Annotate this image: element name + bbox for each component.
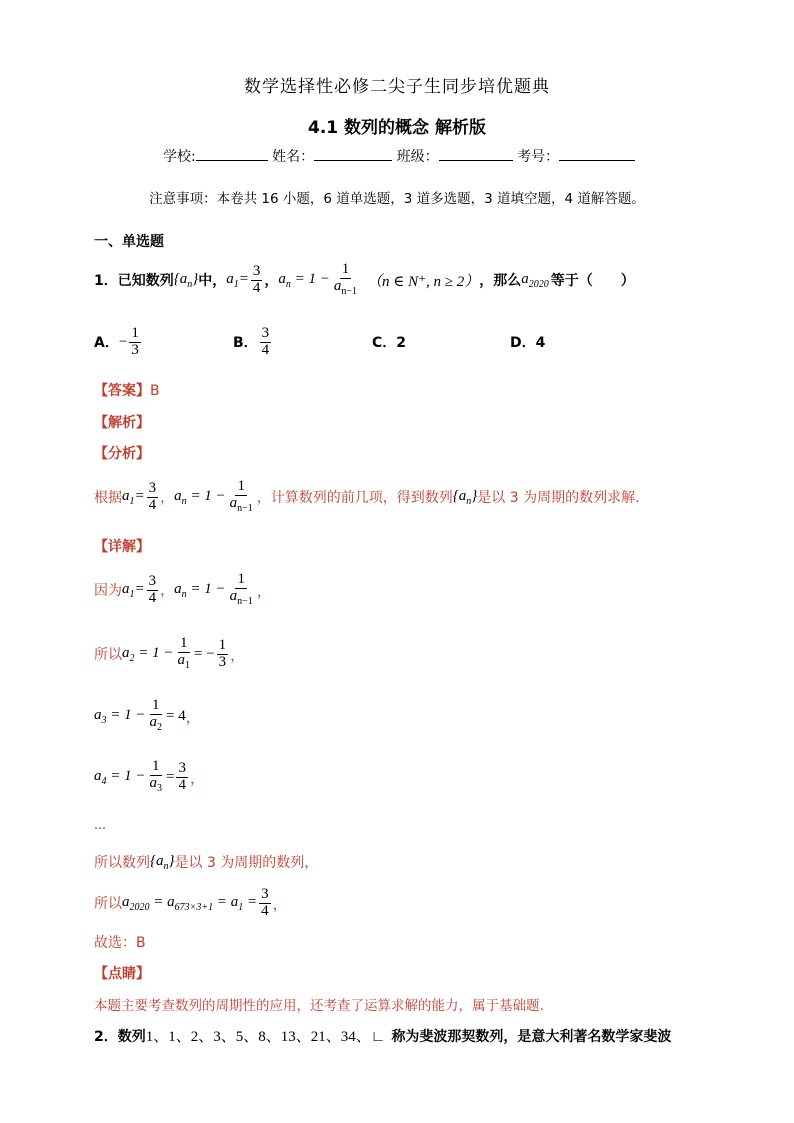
detail-tag: 【详解】 bbox=[94, 539, 150, 555]
a2-end: ， bbox=[230, 647, 246, 664]
option-a-frac: $\frac{1}{3}$ bbox=[131, 324, 139, 358]
period-line bbox=[94, 850, 318, 874]
a3-rhs: = 4 bbox=[166, 707, 186, 724]
option-a[interactable] bbox=[94, 322, 143, 362]
a3-line bbox=[94, 694, 201, 738]
option-a-sign: − bbox=[118, 333, 128, 350]
a4-line bbox=[94, 755, 205, 799]
because-an: $a_n = 1$ − bbox=[174, 580, 226, 600]
a4-eq: = bbox=[166, 768, 175, 785]
a2020: $a_{2020}$ bbox=[521, 270, 549, 290]
because-frac-1-an1: $\frac{1}{a_{n-1}}$ bbox=[229, 571, 253, 608]
answer-line bbox=[94, 380, 160, 400]
fenxi-a1: $a_1=$ bbox=[122, 487, 145, 507]
student-info-line bbox=[163, 146, 635, 166]
series-title: 数学选择性必修二尖子生同步培优题典 bbox=[244, 77, 550, 97]
a3-lhs: $a_3 = 1$ − bbox=[94, 706, 146, 726]
number-blank[interactable] bbox=[559, 160, 635, 161]
a2-line bbox=[94, 632, 245, 676]
q2-stem bbox=[94, 1025, 671, 1046]
option-b-frac: $\frac{3}{4}$ bbox=[261, 324, 270, 358]
fenxi-frac-3-4: $\frac{3}{4}$ bbox=[148, 479, 157, 513]
option-d-letter: D． bbox=[510, 335, 536, 351]
q2-suffix: 称为斐波那契数列，是意大利著名数学家斐波 bbox=[391, 1028, 672, 1045]
option-b[interactable] bbox=[233, 322, 273, 362]
q1-stem bbox=[94, 258, 635, 302]
frac-3-4: $\frac{3}{4}$ bbox=[252, 262, 261, 296]
fenxi-post1: ，计算数列的前几项，得到数列 bbox=[256, 490, 453, 506]
period-seq: $\{a_n\}$ bbox=[150, 852, 175, 872]
fenxi-pre: 根据 bbox=[94, 490, 122, 506]
q1-suffix: 等于（ ） bbox=[550, 273, 635, 289]
fenxi-post2: 是以 3 为周期的数列求解. bbox=[477, 490, 640, 506]
seq-an: $\{a_n\}$ bbox=[173, 270, 199, 290]
a2020-end: ， bbox=[272, 896, 288, 913]
a2020-frac-3-4: $\frac{3}{4}$ bbox=[261, 885, 269, 919]
option-c-value: 2 bbox=[396, 335, 407, 351]
option-d[interactable] bbox=[510, 332, 545, 352]
a3-end: ， bbox=[185, 709, 201, 726]
because-comma: ， bbox=[160, 583, 175, 599]
a2020-lhs: $a_{2020} = a_{673\times 3+1} = a_1$ = bbox=[122, 893, 258, 913]
school-label: 学校: bbox=[163, 149, 196, 165]
notice: 注意事项：本卷共 16 小题，6 道单选题，3 道多选题，3 道填空题，4 道解答题。 bbox=[149, 191, 645, 207]
a4-frac-3-4: $\frac{3}{4}$ bbox=[178, 759, 186, 793]
ellipsis: … bbox=[94, 818, 106, 832]
doc-title: 4.1 数列的概念 解析版 bbox=[308, 118, 486, 138]
a2-frac-1-a1: $\frac{1}{a_1}$ bbox=[177, 635, 190, 672]
option-c[interactable] bbox=[372, 332, 406, 352]
number-label: 考号： bbox=[517, 149, 560, 165]
comment-tag: 【点睛】 bbox=[94, 966, 150, 982]
q1-prefix: 1．已知数列 bbox=[94, 273, 174, 289]
q1-cond: （n ∈ N⁺, n ≥ 2） bbox=[367, 273, 480, 290]
fenxi-seq: $\{a_n\}$ bbox=[452, 487, 478, 507]
frac-1-an1: $\frac{1}{a_{n-1}}$ bbox=[333, 261, 358, 298]
q2-prefix: 2．数列 bbox=[94, 1028, 146, 1045]
class-label: 班级： bbox=[396, 149, 439, 165]
so-word: 所以 bbox=[94, 647, 122, 663]
fenxi-tag: 【分析】 bbox=[94, 446, 150, 462]
because-word: 因为 bbox=[94, 583, 122, 599]
q2-seq: 1、1、2、3、5、8、13、21、34、∟ bbox=[145, 1029, 386, 1045]
fenxi-frac-1-an1: $\frac{1}{a_{n-1}}$ bbox=[229, 478, 253, 515]
a4-lhs: $a_4 = 1$ − bbox=[94, 767, 146, 787]
section1-title: 一、单选题 bbox=[94, 234, 164, 250]
a3-frac-1-a2: $\frac{1}{a_2}$ bbox=[149, 697, 162, 734]
because-a1: $a_1=$ bbox=[122, 580, 145, 600]
option-b-letter: B． bbox=[233, 335, 258, 351]
comment-text: 本题主要考查数列的周期性的应用，还考查了运算求解的能力，属于基础题. bbox=[94, 998, 544, 1014]
q1-mid1: 中， bbox=[198, 273, 227, 289]
q1-mid3: ，那么 bbox=[479, 273, 522, 289]
option-c-letter: C． bbox=[372, 335, 397, 351]
a2-eq: = − bbox=[194, 645, 215, 662]
because-line bbox=[94, 568, 272, 612]
a4-end: ， bbox=[189, 770, 205, 787]
fenxi-mid: ， bbox=[160, 490, 175, 506]
answer-tag: 【答案】 bbox=[94, 383, 150, 399]
fenxi-line bbox=[94, 475, 640, 519]
a1-eq: $a_1=$ bbox=[226, 270, 249, 290]
a2-frac-1-3: $\frac{1}{3}$ bbox=[218, 636, 227, 670]
a2-lhs: $a_2 = 1$ − bbox=[122, 644, 174, 664]
class-blank[interactable] bbox=[439, 160, 513, 161]
school-blank[interactable] bbox=[196, 160, 268, 161]
answer-value: B bbox=[150, 383, 160, 399]
name-label: 姓名： bbox=[272, 149, 315, 165]
option-d-value: 4 bbox=[535, 335, 546, 351]
period-post: 是以 3 为周期的数列， bbox=[174, 855, 319, 871]
period-pre: 所以数列 bbox=[94, 855, 150, 871]
fenxi-an: $a_n = 1$ − bbox=[174, 487, 226, 507]
q1-mid2: ， bbox=[264, 273, 279, 289]
a4-frac-1-a3: $\frac{1}{a_3}$ bbox=[149, 758, 162, 795]
a2020-line bbox=[94, 881, 288, 925]
because-end: ， bbox=[256, 583, 272, 600]
an-eq: $a_n = 1$ − bbox=[278, 270, 330, 290]
option-a-letter: A． bbox=[94, 335, 119, 351]
so-word-2: 所以 bbox=[94, 896, 122, 912]
name-blank[interactable] bbox=[314, 160, 392, 161]
choose-line: 故选：B bbox=[94, 935, 146, 951]
because-frac-3-4: $\frac{3}{4}$ bbox=[148, 572, 157, 606]
analysis-tag: 【解析】 bbox=[94, 415, 150, 431]
